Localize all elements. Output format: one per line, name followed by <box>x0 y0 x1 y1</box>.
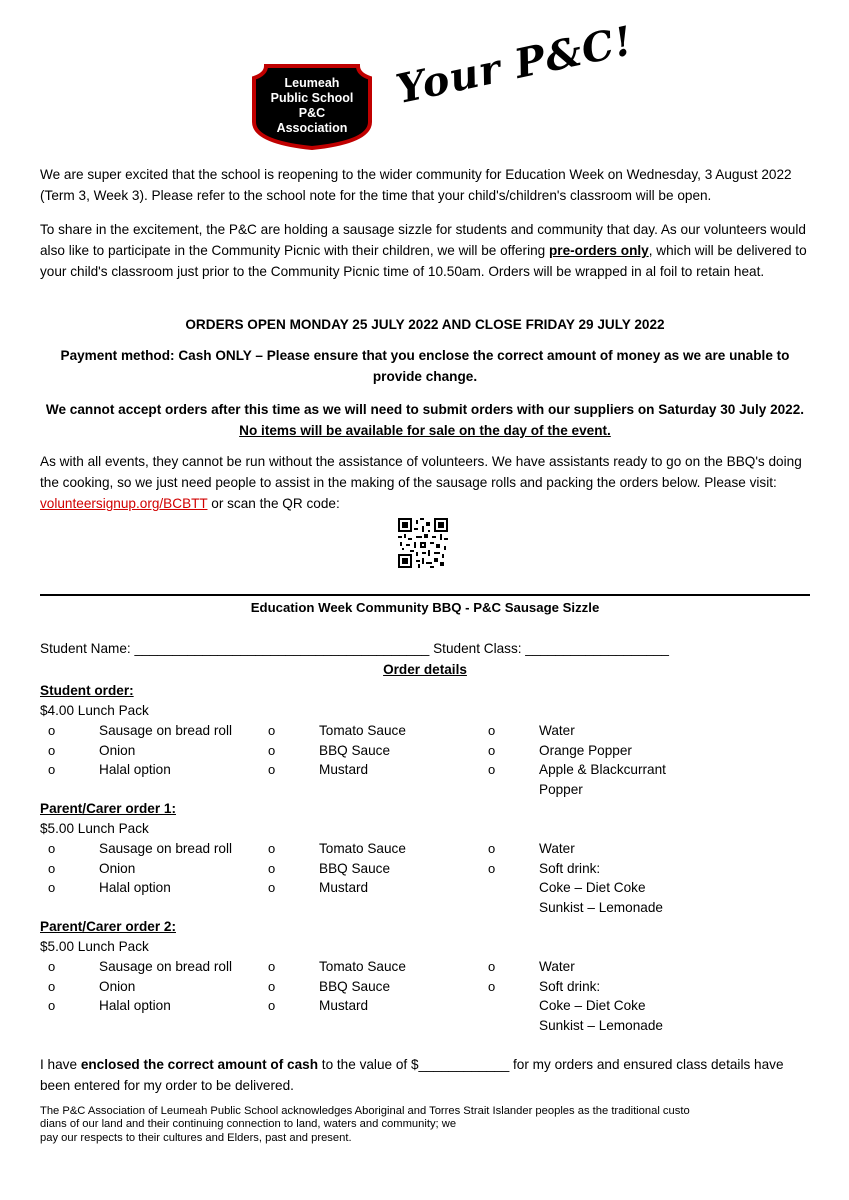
option-label: Onion <box>99 860 136 876</box>
no-items-notice: No items will be available for sale on the day of the event. <box>239 423 611 438</box>
student-name-label: Student Name: <box>40 641 131 656</box>
option-label: Tomato Sauce <box>319 723 406 738</box>
student-class-label: Student Class: <box>433 641 522 656</box>
option-radio[interactable]: o <box>488 742 496 758</box>
option-radio[interactable]: o <box>268 959 276 974</box>
pc-logo <box>248 60 376 152</box>
option-label: Sausage on bread roll <box>99 723 233 738</box>
option-label: Orange Popper <box>539 742 632 758</box>
option-sublabel: Sunkist – Lemonade <box>539 899 663 915</box>
option-label: Tomato Sauce <box>319 959 406 974</box>
qr-code[interactable] <box>398 518 448 568</box>
option-label: Water <box>539 723 575 738</box>
option-label: Sausage on bread roll <box>99 959 233 974</box>
option-label: Mustard <box>319 998 369 1013</box>
intro-paragraph-1: We are super excited that the school is reopening to the wider community for Education Week on Wednesday, 3 August 2022 (Term 3, Week 3). Please refer to the school note for the time that your child's/children's classroom will be open. <box>40 167 792 203</box>
cannot-accept-notice: We cannot accept orders after this time as we will need to submit orders with our suppliers on Saturday 30 July 2022. <box>45 402 805 417</box>
option-radio[interactable]: o <box>268 860 276 876</box>
option-label: Apple & Blackcurrant <box>539 762 666 777</box>
option-radio[interactable]: o <box>488 959 496 974</box>
option-radio[interactable]: o <box>268 998 276 1013</box>
option-radio[interactable]: o <box>268 841 276 856</box>
option-label: Water <box>539 959 575 974</box>
option-label: Mustard <box>319 880 369 895</box>
cash-text: I have <box>40 1057 81 1072</box>
acknowledgement-line-2: dians of our land and their continuing connection to land, waters and community; we <box>40 1118 457 1131</box>
option-sublabel: Coke – Diet Coke <box>539 998 646 1013</box>
section-heading: Parent/Carer order 2: <box>40 919 176 934</box>
option-radio[interactable]: o <box>268 978 276 994</box>
acknowledgement <box>40 1105 830 1145</box>
option-label: Sausage on bread roll <box>99 841 233 856</box>
option-label: Onion <box>99 978 136 994</box>
option-label: Halal option <box>99 880 171 895</box>
option-radio[interactable]: o <box>268 742 276 758</box>
option-radio[interactable]: o <box>48 860 56 876</box>
volunteer-signup-link[interactable]: volunteersignup.org/BCBTT <box>40 496 208 511</box>
intro-text-end: , which will be delivered to your child's classroom just prior to the Community Picnic time of 10.50am. Orders will be wrapped in al foil to retain heat. <box>40 243 807 279</box>
option-radio[interactable]: o <box>488 762 496 777</box>
acknowledgement-line-1: The P&C Association of Leumeah Public School acknowledges Aboriginal and Torres Strait Islander peoples as the traditional custo <box>40 1105 690 1117</box>
lunch-pack-price: $4.00 Lunch Pack <box>40 703 149 718</box>
option-radio[interactable]: o <box>48 978 56 994</box>
option-radio[interactable]: o <box>48 880 56 895</box>
payment-notice: Payment method: Cash ONLY – Please ensure that you enclose the correct amount of money as we are unable to provide change. <box>60 348 790 384</box>
option-label: Water <box>539 841 575 856</box>
option-label: Soft drink: <box>539 978 601 994</box>
volunteers-text: As with all events, they cannot be run without the assistance of volunteers. We have assistants ready to go on the BBQ's doing the cooking, so we just need people to assist in the making of the sausage rolls and packing the orders below. Please visit: <box>40 454 802 490</box>
intro-paragraph-2 <box>40 219 810 282</box>
option-label: BBQ Sauce <box>319 742 391 758</box>
cash-text-end: to the value of $____________ for my orders and ensured class details have been entered for my order to be delivered. <box>40 1057 784 1093</box>
qr-prompt: or scan the QR code: <box>207 496 340 511</box>
option-sublabel: Coke – Diet Coke <box>539 880 646 895</box>
lunch-pack-price: $5.00 Lunch Pack <box>40 821 149 836</box>
option-radio[interactable]: o <box>48 841 56 856</box>
section-heading: Parent/Carer order 1: <box>40 801 176 816</box>
orders-open-notice: ORDERS OPEN MONDAY 25 JULY 2022 AND CLOSE FRIDAY 29 JULY 2022 <box>185 317 665 332</box>
cash-emphasis: enclosed the correct amount of cash <box>80 1057 319 1072</box>
form-title: Education Week Community BBQ - P&C Sausage Sizzle <box>250 600 600 615</box>
option-label: Halal option <box>99 998 171 1013</box>
lunch-pack-price: $5.00 Lunch Pack <box>40 939 149 954</box>
pre-orders-only: pre-orders only <box>549 243 649 258</box>
option-radio[interactable]: o <box>488 841 496 856</box>
option-label: Tomato Sauce <box>319 841 406 856</box>
cash-declaration <box>40 1054 810 1096</box>
qr-code-icon <box>398 518 448 568</box>
volunteers-paragraph <box>40 451 810 514</box>
form-divider <box>40 594 810 596</box>
option-radio[interactable]: o <box>48 959 56 974</box>
option-radio[interactable]: o <box>488 723 496 738</box>
option-radio[interactable]: o <box>268 723 276 738</box>
option-radio[interactable]: o <box>268 880 276 895</box>
student-class-field[interactable]: ___________________ <box>525 641 669 656</box>
tagline: Your P&C! <box>392 17 638 114</box>
intro-text: To share in the excitement, the P&C are holding a sausage sizzle for students and community that day. As our volunteers would also like to participate in the Community Picnic with their children, we will be offering <box>40 222 806 258</box>
student-name-field[interactable]: _______________________________________ <box>134 641 430 656</box>
option-radio[interactable]: o <box>48 998 56 1013</box>
option-label: Halal option <box>99 762 171 777</box>
option-radio[interactable]: o <box>48 762 56 777</box>
option-radio[interactable]: o <box>48 742 56 758</box>
option-sublabel: Popper <box>539 781 583 797</box>
order-details-heading: Order details <box>383 662 467 677</box>
student-details-row <box>40 638 810 659</box>
option-sublabel: Sunkist – Lemonade <box>539 1017 663 1033</box>
option-radio[interactable]: o <box>488 978 496 994</box>
option-label: Onion <box>99 742 136 758</box>
option-radio[interactable]: o <box>48 723 56 738</box>
section-heading: Student order: <box>40 683 134 698</box>
option-label: BBQ Sauce <box>319 978 391 994</box>
acknowledgement-line-3: pay our respects to their cultures and Elders, past and present. <box>40 1131 352 1144</box>
option-label: BBQ Sauce <box>319 860 391 876</box>
option-radio[interactable]: o <box>488 860 496 876</box>
option-label: Soft drink: <box>539 860 601 876</box>
option-label: Mustard <box>319 762 369 777</box>
option-radio[interactable]: o <box>268 762 276 777</box>
logo-text: Leumeah Public School P&C Association <box>270 76 354 135</box>
